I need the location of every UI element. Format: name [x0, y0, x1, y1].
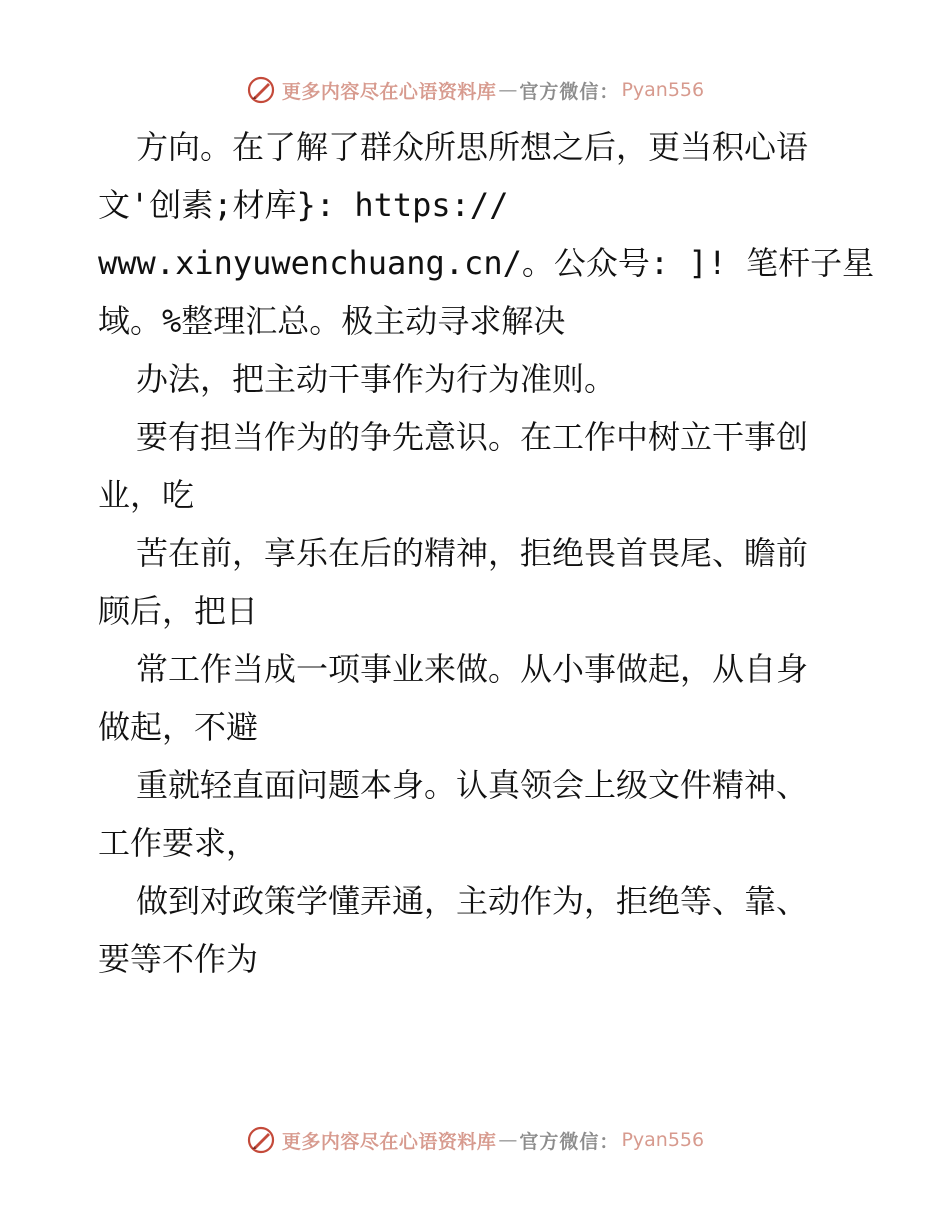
- text-line: 常工作当成一项事业来做。从小事做起，从自身: [136, 650, 809, 688]
- wechat-id: Pyan556: [621, 79, 705, 101]
- text-line: 苦在前，享乐在后的精神，拒绝畏首畏尾、瞻前: [136, 534, 809, 572]
- text-line: 业，吃: [98, 476, 195, 514]
- text-line: 重就轻直面问题本身。认真领会上级文件精神、: [136, 766, 809, 804]
- text-line: 做起，不避: [98, 708, 259, 746]
- text-line: 工作要求，: [98, 824, 259, 862]
- banner-text: 更多内容尽在心语资料库: [281, 80, 497, 103]
- wechat-label: 官方微信：: [519, 1130, 620, 1153]
- quill-pen-logo-icon: [246, 75, 276, 105]
- header-banner: [0, 70, 950, 110]
- text-line: 文'创素;材库}: https://: [98, 186, 509, 224]
- quill-pen-logo-icon: [246, 1125, 276, 1155]
- text-line: 办法，把主动干事作为行为准则。: [136, 360, 617, 398]
- text-line: 要等不作为: [98, 940, 259, 978]
- banner-text: 更多内容尽在心语资料库: [281, 1130, 497, 1153]
- banner-separator: —: [498, 1129, 518, 1151]
- text-line: 要有担当作为的争先意识。在工作中树立干事创: [136, 418, 809, 456]
- text-line: 域。%整理汇总。极主动寻求解决: [98, 302, 566, 340]
- text-line: 做到对政策学懂弄通，主动作为，拒绝等、靠、: [136, 882, 809, 920]
- wechat-label: 官方微信：: [519, 80, 620, 103]
- document-body: [98, 118, 875, 988]
- text-line: www.xinyuwenchuang.cn/。公众号: ]! 笔杆子星: [98, 244, 875, 282]
- footer-banner: [0, 1120, 950, 1160]
- text-line: 顾后，把日: [98, 592, 259, 630]
- wechat-id: Pyan556: [621, 1129, 705, 1151]
- text-line: 方向。在了解了群众所思所想之后，更当积心语: [136, 128, 809, 166]
- banner-separator: —: [498, 79, 518, 101]
